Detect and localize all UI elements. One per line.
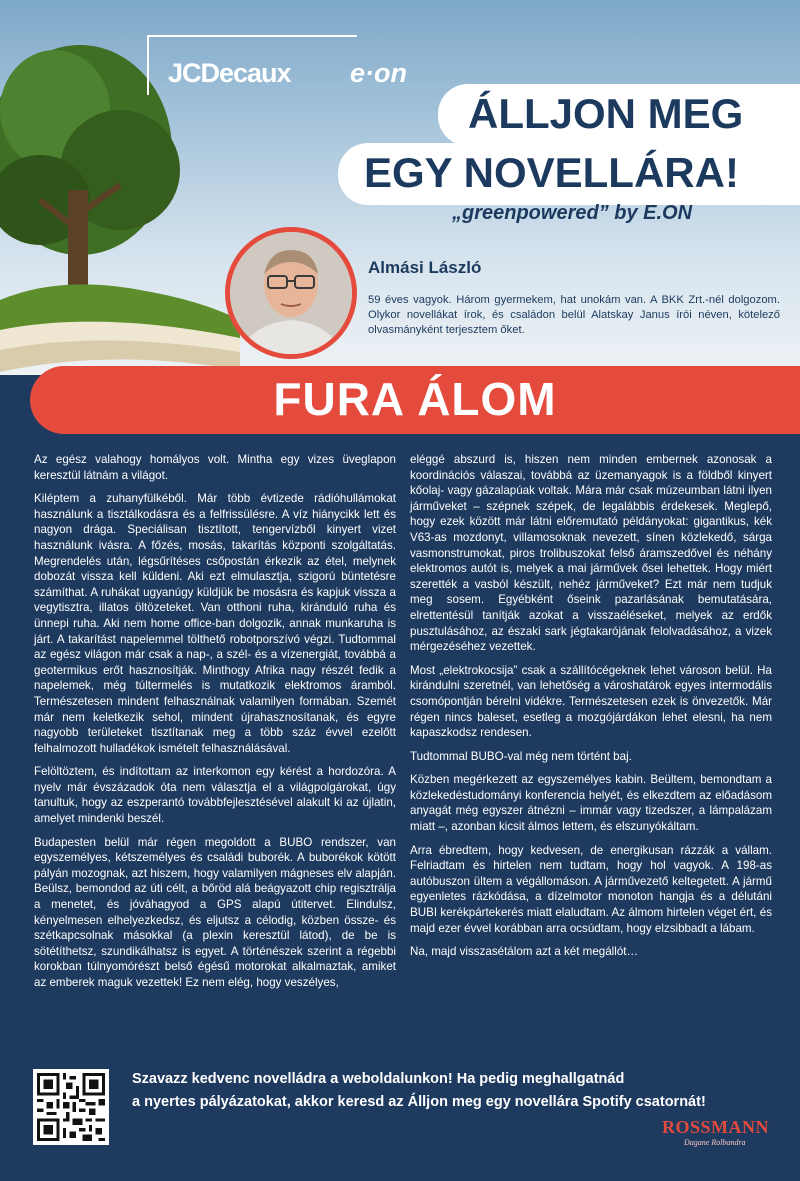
person-portrait-icon (230, 232, 352, 354)
author-bio: 59 éves vagyok. Három gyermekem, hat unokám van. A BKK Zrt.-nél dolgozom. Olykor novellákat írok, és családon belül Alatskay Janus írói néven, kötelező olvasmányként terjesztem őket. (368, 294, 780, 336)
author-avatar (225, 227, 357, 359)
headline-subtitle: „greenpowered” by E.ON (452, 202, 693, 224)
footer-call-to-action (132, 1068, 782, 1114)
eon-logo: e·on (350, 58, 407, 88)
story-paragraph: Most „elektrokocsija” csak a szállítócégeknek lehet városon belül. Ha kirándulni szeretnél, van lehetőség a városhatárok egyes intermodális csomópontján bérelni vidékre. Természetesen ezek is önvezetők. Már régen nincs baleset, esetleg a mozgójárdákon lehet elesni, ha nem kapaszkodsz rendesen. (410, 663, 772, 740)
story-paragraph: Arra ébredtem, hogy kedvesen, de energikusan rázzák a vállam. Felriadtam és hirtelen nem tudtam, hogy hol vagyok. A 198-as autóbuszon ültem a végállomáson. A járművezető keltegetett. A jármű egyenletes rázkódása, a dízelmotor monoton hangja és a délutáni BUBI kerékpártekerés miatt elaludtam. Az álmom hirtelen véget ért, és majd ezer évvel korábban arra ocsúdtam, hogy elzsibbadt a lábam. (410, 843, 772, 935)
qr-code-pattern (37, 1073, 105, 1141)
story-column-left (34, 452, 396, 999)
cta-line-2: a nyertes pályázatokat, akkor keresd az Álljon meg egy novellára Spotify csatornát! (132, 1094, 706, 1110)
rossmann-tagline: Dagane Rolbandra (684, 1138, 746, 1147)
story-paragraph: Tudtommal BUBO-val még nem történt baj. (410, 749, 632, 763)
story-paragraph: Na, majd visszasétálom azt a két megállót… (410, 945, 639, 959)
rossmann-logo: ROSSMANN (662, 1117, 770, 1137)
author-name: Almási László (368, 258, 482, 277)
story-paragraph: Budapesten belül már régen megoldott a BUBO rendszer, van egyszemélyes, kétszemélyes és családi buborék. A buborékok kötött pályán mozognak, azt hiszem, hogy valamilyen mágneses elv alapján. Beülsz, bemondod az úti célt, a bőröd alá beágyazott chip regisztrálja a menetet, és jóváhagyod a GPS alapú útitervet. Elindulsz, kényelmesen elhelyezkedsz, és eljutsz a célodig, közben össze- és szétkapcsolnak másokkal (a plexin keresztül látod), de be is sötétíthetsz, szundikálhatsz is egyet. A történészek szerint a régebbi korokban túlnyomórészt belső égésű motorokat alkalmaztak, amiket az emberek maguk vezettek! Ez nem elég, hogy veszélyes, (34, 835, 396, 989)
story-paragraph: eléggé abszurd is, hiszen nem minden embernek azonosak a koordinációs válaszai, továbbá az üzemanyagok is a földből kinyert kőolaj- vagy gázalapúak voltak. Mára már csak múzeumban látni ilyen járműveket – szépnek szépek, de legalábbis érdekesek. Meglepő, hogy ezek között már látni előremutató példányokat: gigantikus, kék V63-as mozdonyt, villamosoknak nevezett, sínen közlekedő, sárga vasmonstrumokat, piros trolibuszokat felső áramszedővel és néhány elektromos autót is, melyek a mai járművek ősei lehettek. Hogy miért szerették a vasból készült, nehéz járműveket? Ezt már nem tudjuk meg sosem. Egyébként őseink pazarlásának bemutatására, elrettentésül tanítják azokat a visszaéléseket, melyek az erdők pusztulásához, az északi sark jégtakarójának felolvadásához, a vizek mérgezéséhez vezettek. (410, 453, 772, 654)
story-title: FURA ÁLOM (273, 373, 557, 425)
qr-code-icon[interactable] (33, 1069, 109, 1145)
headline-line-1: ÁLLJON MEG (438, 84, 800, 146)
header-banner (0, 0, 800, 375)
story-column-right (410, 452, 772, 968)
story-title-bar (30, 366, 800, 434)
jcdecaux-logo: JCDecaux (168, 58, 291, 88)
story-paragraph: Az egész valahogy homályos volt. Mintha egy vizes üveglapon keresztül látnám a világot. (34, 453, 396, 482)
cta-line-1: Szavazz kedvenc novelládra a weboldalunkon! Ha pedig meghallgatnád (132, 1071, 625, 1087)
story-paragraph: Felöltöztem, és indítottam az interkomon egy kérést a hordozóra. A nyelv már évszázadok óta nem választja el a világpolgárokat, úgy tanultuk, hogy az eszperantó továbbfejlesztésével alakult ki az újlatin, amelyet mindenki beszél. (34, 765, 396, 826)
story-paragraph: Közben megérkezett az egyszemélyes kabin. Beültem, bemondtam a közlekedéstudományi konferencia helyét, és elkezdtem az előadásom anyagát még egyszer átnézni – immár vagy tizedszer, a lámpalázam miatt –, azonban kicsit álmos lettem, és elszunyókáltam. (410, 773, 772, 834)
headline-line-2: EGY NOVELLÁRA! (338, 143, 800, 205)
story-paragraph: Kiléptem a zuhanyfülkéből. Már több évtizede rádióhullámokat használunk a tisztálkodásra és a felfrissülésre. A víz hiánycikk lett és nagyon drága. Speciálisan tisztított, tengervízből kinyert vizet használunk ivásra. A főzés, mosás, takarítás központi szolgáltatás. Megrendelés után, légsűrítéses csőpostán érkezik az étel, melynek dobozát vissza kell küldeni. Aki ezt elmulasztja, szigorú büntetésre számíthat. A ruhákat ugyanúgy küldjük be mosásra és kapjuk vissza a vegytisztra, illatos öltözeteket. Van otthoni ruha, kiránduló ruha és ünnepi ruha. Aki nem home office-ban dolgozik, annak munkaruha is járt. A takarítást napelemmel tölthető robotporszívó végzi. Tudtommal az egész világon már csak a nap-, a szél- és a vízenergiát, továbbá a geotermikus erőt hasznosítják. Minthogy Afrika nagy részét fedik a napelemek, még túltermelés is mutatkozik elektromos áramból. Természetesen mindent felhasználnak valamilyen formában. Szemét már nem keletkezik sehol, mindent újrahasznosítanak, és egyre nagyobb területeket tisztítanak meg a több száz évvel ezelőtt felhalmozott hulladékok ismételt felhasználásával. (34, 492, 396, 755)
